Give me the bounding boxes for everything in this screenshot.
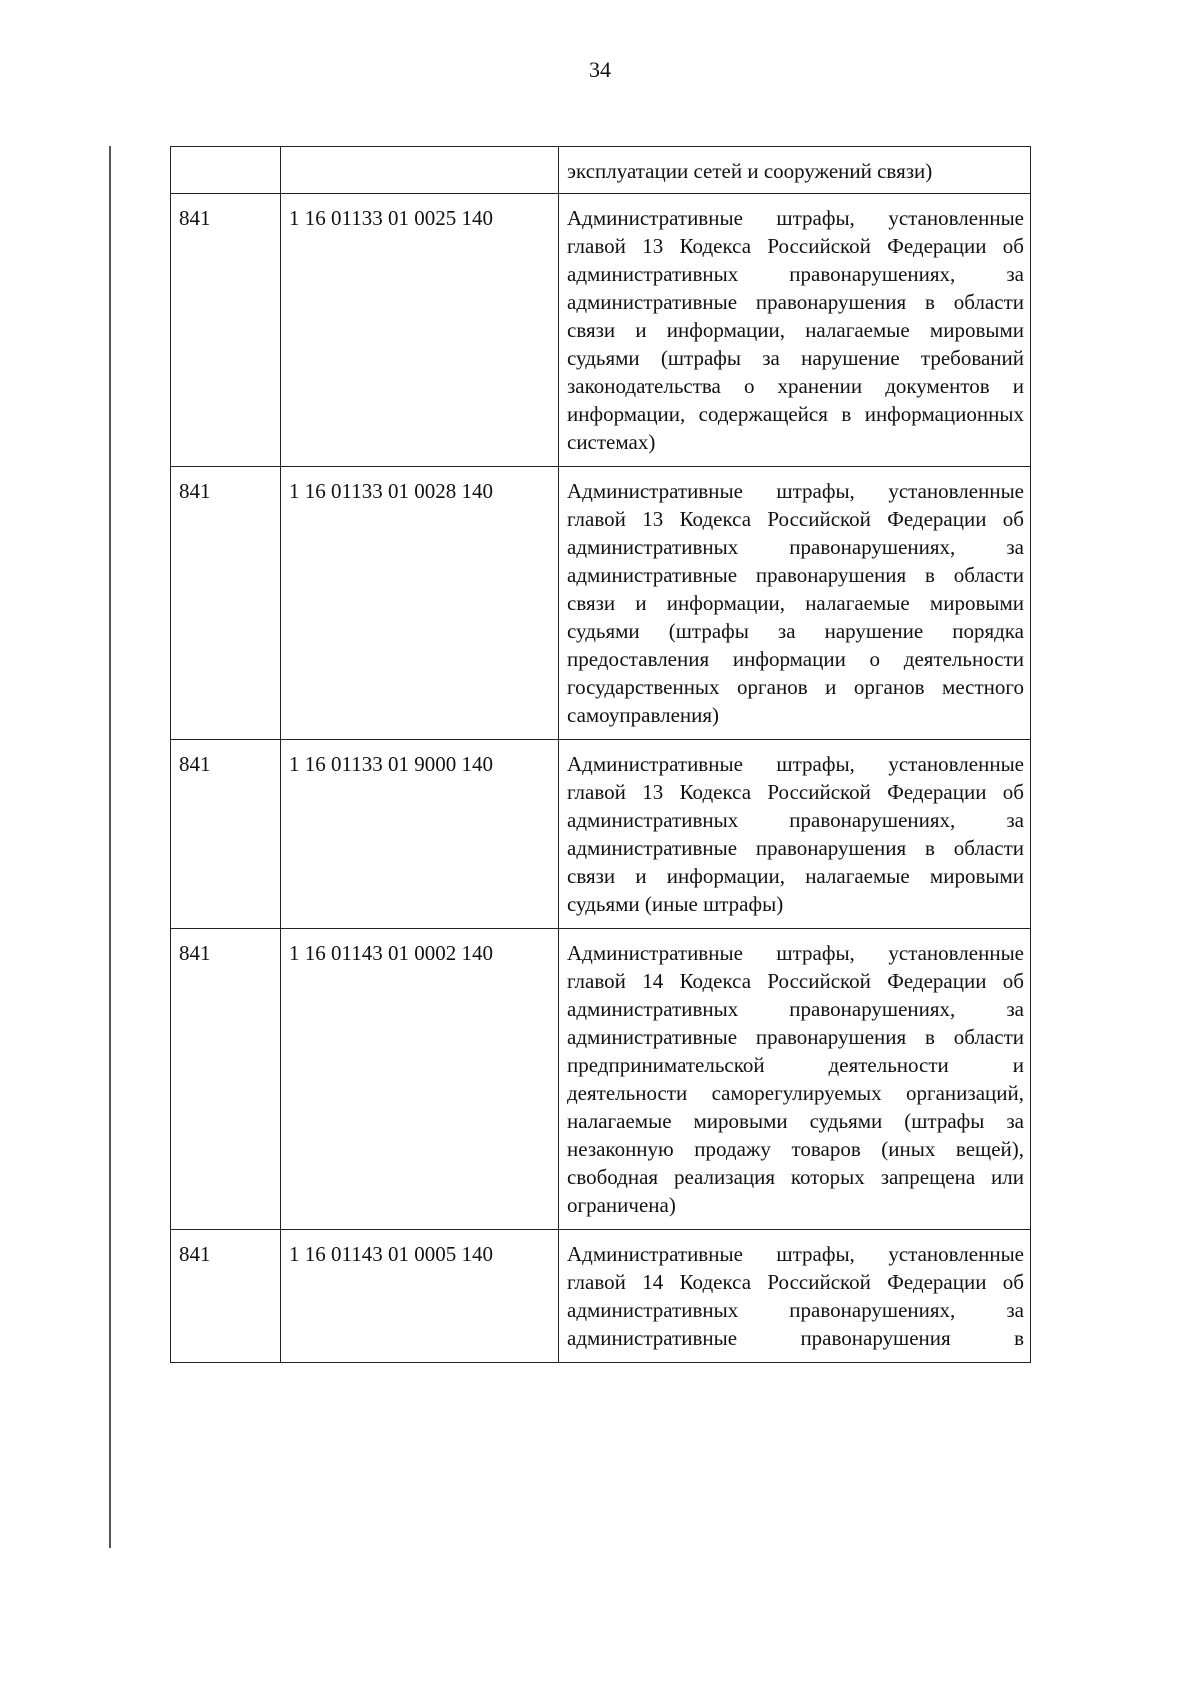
table-row	[171, 740, 1031, 929]
admin-code-cell	[171, 147, 281, 194]
kbk-code-cell	[281, 147, 559, 194]
description-cell: эксплуатации сетей и сооружений связи)	[559, 147, 1031, 194]
description-cell: Административные штрафы, установленные главой 13 Кодекса Российской Федерации об административных правонарушениях, за административные правонарушения в области связи и информации, налагаемые мировыми судьями (штрафы за нарушение требований законодательства о хранении документов и информации, содержащейся в информационных системах)	[559, 194, 1031, 467]
description-cell: Административные штрафы, установленные главой 14 Кодекса Российской Федерации об административных правонарушениях, за административные правонарушения в	[559, 1230, 1031, 1363]
kbk-code-cell: 1 16 01133 01 0025 140	[281, 194, 559, 467]
description-cell: Административные штрафы, установленные главой 13 Кодекса Российской Федерации об административных правонарушениях, за административные правонарушения в области связи и информации, налагаемые мировыми судьями (штрафы за нарушение порядка предоставления информации о деятельности государственных органов и органов местного самоуправления)	[559, 467, 1031, 740]
table-row	[171, 194, 1031, 467]
kbk-code-cell: 1 16 01133 01 9000 140	[281, 740, 559, 929]
admin-code-cell: 841	[171, 1230, 281, 1363]
admin-code-cell: 841	[171, 740, 281, 929]
budget-code-table	[170, 146, 1031, 1363]
table-row	[171, 467, 1031, 740]
description-cell: Административные штрафы, установленные главой 13 Кодекса Российской Федерации об административных правонарушениях, за административные правонарушения в области связи и информации, налагаемые мировыми судьями (иные штрафы)	[559, 740, 1031, 929]
table-row	[171, 1230, 1031, 1363]
kbk-code-cell: 1 16 01143 01 0002 140	[281, 929, 559, 1230]
table-row	[171, 929, 1031, 1230]
kbk-code-cell: 1 16 01143 01 0005 140	[281, 1230, 559, 1363]
admin-code-cell: 841	[171, 929, 281, 1230]
admin-code-cell: 841	[171, 467, 281, 740]
margin-line	[109, 146, 111, 1548]
kbk-code-cell: 1 16 01133 01 0028 140	[281, 467, 559, 740]
table-row	[171, 147, 1031, 194]
admin-code-cell: 841	[171, 194, 281, 467]
page-number: 34	[589, 57, 611, 82]
description-cell: Административные штрафы, установленные главой 14 Кодекса Российской Федерации об административных правонарушениях, за административные правонарушения в области предпринимательской деятельности и деятельности саморегулируемых организаций, налагаемые мировыми судьями (штрафы за незаконную продажу товаров (иных вещей), свободная реализация которых запрещена или ограничена)	[559, 929, 1031, 1230]
